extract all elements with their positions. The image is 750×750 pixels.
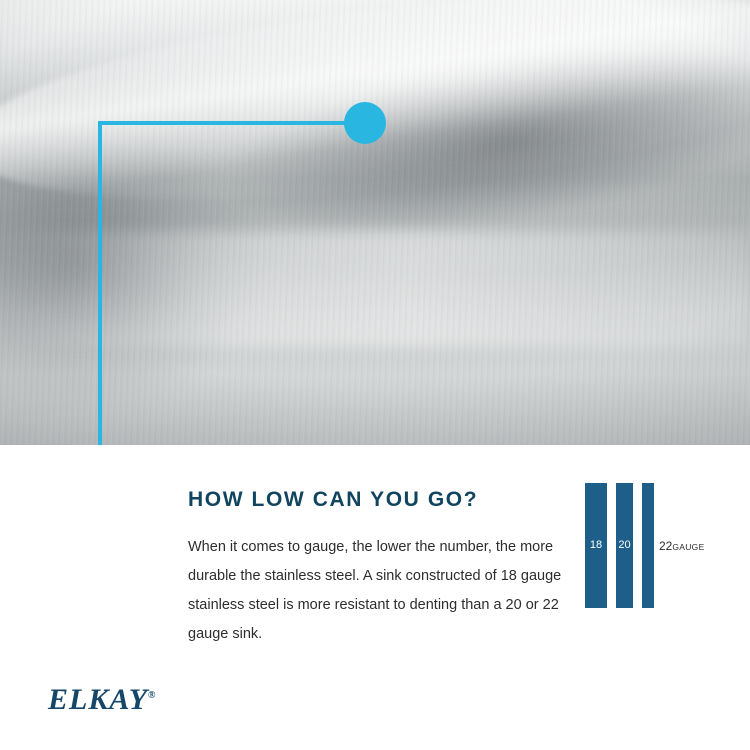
registered-trademark-icon: ® [148,690,156,701]
gauge-bar-label-18: 18 [589,539,603,551]
elkay-logo [48,683,156,717]
gauge-number: 22 [659,539,673,553]
gauge-comparison-chart [585,483,725,608]
gauge-bar-label-20: 20 [618,539,631,551]
gauge-bar-label-22 [659,539,721,553]
body-paragraph: When it comes to gauge, the lower the number, the more durable the stainless steel. A sink constructed of 18 gauge stainless steel is more resistant to denting than a 20 or 22 gauge sink. [188,539,562,642]
brand-name: ELKAY [48,683,149,716]
gauge-word: GAUGE [672,542,705,552]
gauge-bar-22 [642,483,654,608]
page-title: HOW LOW CAN YOU GO? [188,488,479,511]
